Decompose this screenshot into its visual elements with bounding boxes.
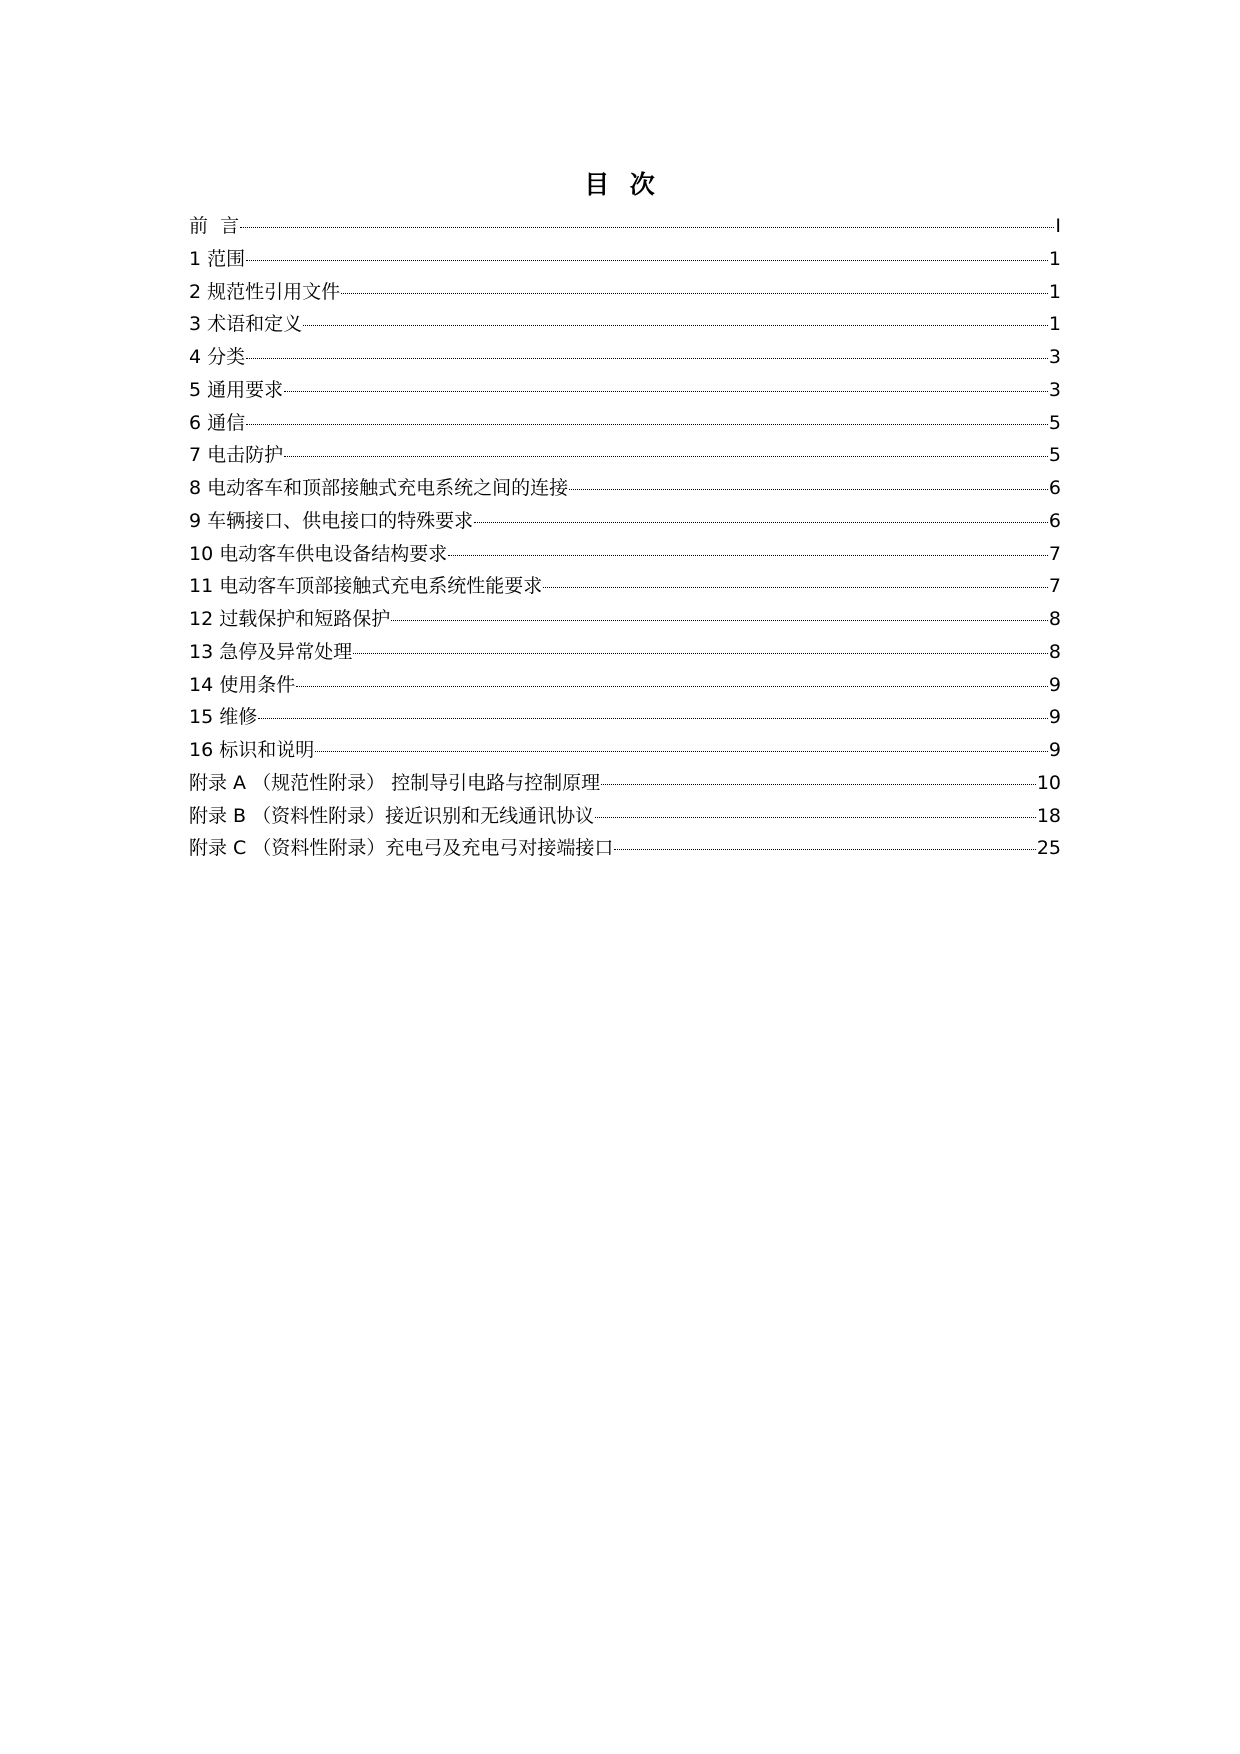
- toc-entry-page-number: 18: [1036, 804, 1061, 827]
- toc-entry-foreword[interactable]: [189, 210, 1061, 243]
- dot-leader: [448, 555, 1048, 556]
- toc-entry-appendix-b[interactable]: [189, 800, 1061, 833]
- toc-entry-classification[interactable]: [189, 341, 1061, 374]
- toc-entry-interface-requirements[interactable]: [189, 505, 1061, 538]
- toc-entry-general-requirements[interactable]: [189, 374, 1061, 407]
- toc-entry-label: 前 言: [189, 215, 240, 237]
- toc-entry-emergency-stop[interactable]: [189, 636, 1061, 669]
- toc-entry-page-number: 9: [1048, 739, 1061, 761]
- toc-entry-scope[interactable]: [189, 243, 1061, 276]
- dot-leader: [303, 325, 1048, 326]
- toc-entry-connection[interactable]: [189, 472, 1061, 505]
- dot-leader: [258, 718, 1048, 719]
- dot-leader: [284, 391, 1048, 392]
- toc-entry-page-number: 3: [1048, 346, 1061, 368]
- toc-entry-label: 5 通用要求: [189, 378, 284, 401]
- toc-entry-appendix-c[interactable]: [189, 832, 1061, 865]
- dot-leader: [391, 620, 1048, 621]
- toc-entry-page-number: 9: [1048, 706, 1061, 729]
- toc-title: 目 次: [584, 170, 656, 199]
- toc-entry-page-number: 3: [1048, 378, 1061, 401]
- dot-leader: [601, 784, 1036, 785]
- toc-entry-label: 9 车辆接口、供电接口的特殊要求: [189, 509, 474, 532]
- toc-entry-label: 12 过载保护和短路保护: [189, 608, 391, 630]
- toc-entry-page-number: 1: [1048, 313, 1061, 336]
- toc-entry-shock-protection[interactable]: [189, 439, 1061, 472]
- dot-leader: [315, 751, 1048, 752]
- toc-entry-label: 6 通信: [189, 411, 246, 434]
- dot-leader: [543, 587, 1048, 588]
- dot-leader: [284, 456, 1048, 457]
- dot-leader: [246, 260, 1048, 261]
- toc-entry-page-number: 25: [1036, 837, 1061, 860]
- toc-entry-label: 附录 B （资料性附录）接近识别和无线通讯协议: [189, 804, 595, 827]
- dot-leader: [595, 817, 1036, 818]
- toc-entry-label: 15 维修: [189, 706, 258, 729]
- toc-entry-label: 7 电击防护: [189, 444, 284, 467]
- toc-entry-page-number: 6: [1048, 509, 1061, 532]
- toc-entry-page-number: 1: [1048, 280, 1061, 303]
- toc-entry-operating-conditions[interactable]: [189, 669, 1061, 702]
- toc-entry-label: 16 标识和说明: [189, 739, 315, 761]
- dot-leader: [296, 686, 1048, 687]
- dot-leader: [246, 358, 1048, 359]
- dot-leader: [474, 522, 1048, 523]
- toc-entry-page-number: I: [1055, 215, 1061, 237]
- toc-entry-label: 附录 A （规范性附录） 控制导引电路与控制原理: [189, 771, 601, 794]
- toc-entry-label: 附录 C （资料性附录）充电弓及充电弓对接端接口: [189, 837, 614, 860]
- toc-entry-page-number: 8: [1048, 608, 1061, 630]
- toc-entry-page-number: 7: [1048, 575, 1061, 598]
- toc-entry-terms-definitions[interactable]: [189, 308, 1061, 341]
- toc-entry-label: 4 分类: [189, 346, 246, 368]
- toc-entry-label: 13 急停及异常处理: [189, 640, 353, 663]
- toc-entry-page-number: 6: [1048, 477, 1061, 499]
- toc-entry-page-number: 9: [1048, 673, 1061, 696]
- dot-leader: [341, 293, 1048, 294]
- toc-entry-marking[interactable]: [189, 734, 1061, 767]
- toc-entry-page-number: 8: [1048, 640, 1061, 663]
- toc-entry-label: 10 电动客车供电设备结构要求: [189, 542, 448, 565]
- toc-entry-appendix-a[interactable]: [189, 767, 1061, 800]
- toc-entry-page-number: 10: [1036, 771, 1061, 794]
- dot-leader: [240, 227, 1054, 228]
- toc-entry-equipment-structure[interactable]: [189, 538, 1061, 571]
- toc-entry-label: 8 电动客车和顶部接触式充电系统之间的连接: [189, 477, 569, 499]
- toc-entry-label: 1 范围: [189, 247, 246, 270]
- toc-entry-page-number: 5: [1048, 444, 1061, 467]
- toc-entry-overload-protection[interactable]: [189, 603, 1061, 636]
- dot-leader: [569, 489, 1048, 490]
- dot-leader: [614, 849, 1035, 850]
- dot-leader: [246, 424, 1048, 425]
- dot-leader: [353, 653, 1048, 654]
- toc-entry-communication[interactable]: [189, 407, 1061, 440]
- toc-entry-label: 2 规范性引用文件: [189, 280, 341, 303]
- toc-entry-performance-requirements[interactable]: [189, 570, 1061, 603]
- toc-entry-label: 14 使用条件: [189, 673, 296, 696]
- toc-entry-page-number: 5: [1048, 411, 1061, 434]
- toc-entry-label: 11 电动客车顶部接触式充电系统性能要求: [189, 575, 543, 598]
- toc-entry-page-number: 7: [1048, 542, 1061, 565]
- toc-entry-maintenance[interactable]: [189, 701, 1061, 734]
- toc-entry-page-number: 1: [1048, 247, 1061, 270]
- toc-entry-normative-references[interactable]: [189, 276, 1061, 309]
- toc-entry-label: 3 术语和定义: [189, 313, 303, 336]
- toc-list: [189, 210, 1061, 865]
